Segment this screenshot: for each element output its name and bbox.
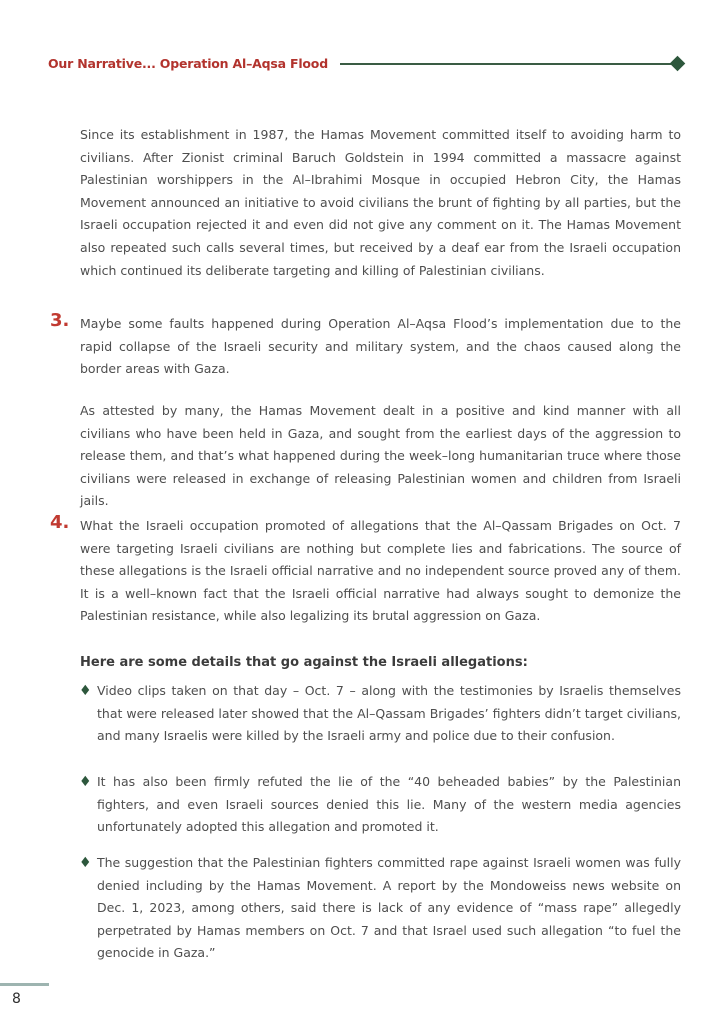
details-heading: Here are some details that go against the Israeli allegations: (80, 655, 528, 670)
page-number: 8 (12, 991, 21, 1007)
item-3-number: 3. (50, 310, 70, 331)
item-3-text: Maybe some faults happened during Operation Al–Aqsa Flood’s implementation due to the rapid collapse of the Israeli security and military system, and the chaos caused along the border areas with Gaza. (80, 316, 681, 377)
diamond-bullet-icon: ♦ (79, 683, 92, 699)
bullet-3-text: The suggestion that the Palestinian fighters committed rape against Israeli women was fully denied including by the Hamas Movement. A report by the Mondoweiss news website on Dec. 1, 2023, among others, said there is lack of any evidence of “mass rape” allegedly perpetrated by Hamas members on Oct. 7 and that Israel used such allegation “to fuel the genocide in Gaza.” (97, 855, 681, 961)
numbered-item-4 (50, 512, 681, 628)
running-header-title: Our Narrative... Operation Al–Aqsa Flood (48, 56, 328, 71)
header-rule (340, 63, 671, 65)
bullet-item-3 (80, 852, 681, 965)
numbered-item-3 (50, 310, 681, 381)
bullet-1-text: Video clips taken on that day – Oct. 7 – along with the testimonies by Israelis themselves that were released later showed that the Al–Qassam Brigades’ fighters didn’t target civilians, and many Israelis were killed by the Israeli army and police due to their confusion. (97, 683, 681, 744)
item-3-followup-paragraph: As attested by many, the Hamas Movement dealt in a positive and kind manner with all civilians who have been held in Gaza, and sought from the earliest days of the aggression to release them, and that’s what happened during the week–long humanitarian truce where those civilians were released in exchange of releasing Palestinian women and children from Israeli jails. (80, 403, 681, 509)
footer-rule (0, 983, 49, 986)
diamond-bullet-icon: ♦ (79, 774, 92, 790)
bullet-item-2 (80, 771, 681, 839)
item-4-number: 4. (50, 512, 70, 533)
page-header (48, 56, 683, 71)
bullet-2-text: It has also been firmly refuted the lie of the “40 beheaded babies” by the Palestinian fighters, and even Israeli sources denied this lie. Many of the western media agencies unfortunately adopted this allegation and promoted it. (97, 774, 681, 835)
diamond-bullet-icon: ♦ (79, 855, 92, 871)
item-4-text: What the Israeli occupation promoted of allegations that the Al–Qassam Brigades on Oct. 7 were targeting Israeli civilians are nothing but complete lies and fabrications. The source of these allegations is the Israeli official narrative and no independent source proved any of them. It is a well–known fact that the Israeli official narrative had always sought to demonize the Palestinian resistance, while also legalizing its brutal aggression on Gaza. (80, 518, 681, 624)
diamond-icon (670, 56, 686, 72)
intro-paragraph: Since its establishment in 1987, the Hamas Movement committed itself to avoiding harm to civilians. After Zionist criminal Baruch Goldstein in 1994 committed a massacre against Palestinian worshippers in the Al–Ibrahimi Mosque in occupied Hebron City, the Hamas Movement announced an initiative to avoid civilians the brunt of fighting by all parties, but the Israeli occupation rejected it and even did not give any comment on it. The Hamas Movement also repeated such calls several times, but received by a deaf ear from the Israeli occupation which continued its deliberate targeting and killing of Palestinian civilians. (80, 127, 681, 278)
bullet-item-1 (80, 680, 681, 748)
